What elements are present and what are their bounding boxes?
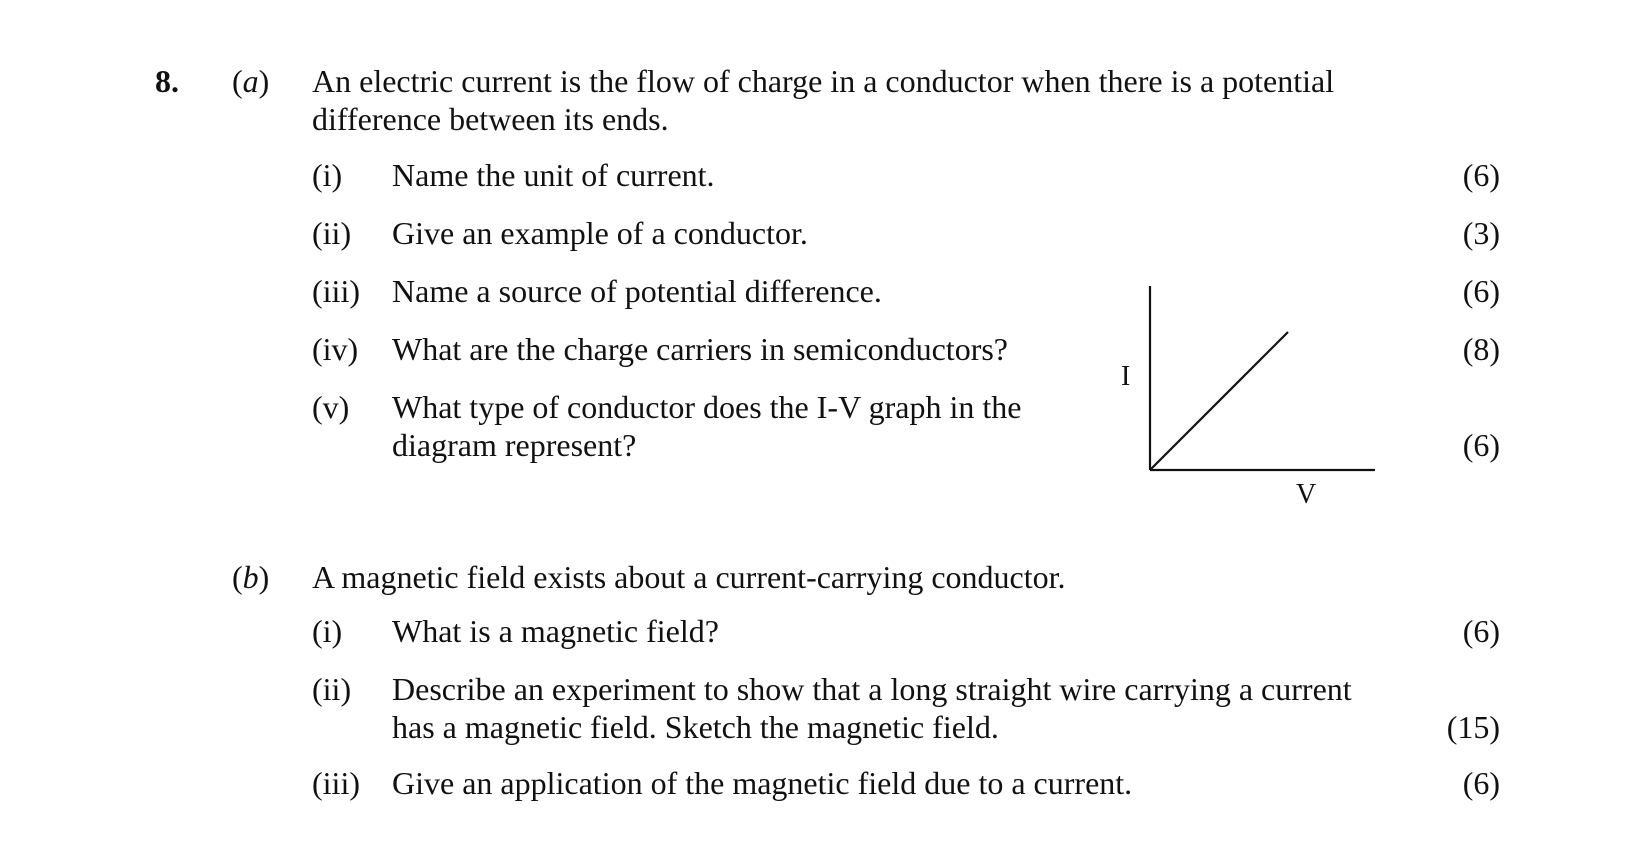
x-axis-label: V [1296, 479, 1317, 510]
item-marks: (6) [1462, 273, 1500, 309]
roman-numeral: (iii) [312, 765, 360, 801]
item-marks: (3) [1462, 215, 1500, 251]
item-text-line1: What type of conductor does the I-V graph in the [392, 389, 1022, 425]
y-axis-label: I [1121, 361, 1131, 392]
item-text-line2: diagram represent? [392, 427, 637, 463]
item-text: Give an application of the magnetic field due to a current. [392, 765, 1133, 801]
roman-numeral: (iii) [312, 273, 360, 309]
item-marks: (6) [1462, 427, 1500, 463]
roman-numeral: (ii) [312, 215, 352, 251]
item-text: Give an example of a conductor. [392, 215, 808, 251]
item-text: Name the unit of current. [392, 157, 715, 193]
item-marks: (8) [1462, 331, 1500, 367]
item-text: What is a magnetic field? [392, 613, 719, 649]
item-marks: (6) [1462, 613, 1500, 649]
item-text-line1: Describe an experiment to show that a long straight wire carrying a current [392, 671, 1352, 707]
item-marks: (6) [1462, 157, 1500, 193]
part-a-stem-line2: difference between its ends. [312, 101, 669, 137]
roman-numeral: (i) [312, 613, 343, 649]
item-marks: (6) [1462, 765, 1500, 801]
item-text-line2: has a magnetic field. Sketch the magnetic field. [392, 709, 999, 745]
item-text: What are the charge carriers in semiconductors? [392, 331, 1008, 367]
part-a-label: (a) [232, 63, 270, 99]
item-marks: (15) [1446, 709, 1500, 745]
iv-line [1150, 332, 1288, 470]
item-text: Name a source of potential difference. [392, 273, 882, 309]
roman-numeral: (iv) [312, 331, 359, 367]
part-b-stem: A magnetic field exists about a current-carrying conductor. [312, 559, 1066, 595]
iv-graph-svg [1100, 270, 1390, 480]
roman-numeral: (v) [312, 389, 350, 425]
roman-numeral: (i) [312, 157, 343, 193]
question-number: 8. [155, 63, 179, 99]
part-a-stem-line1: An electric current is the flow of charge in a conductor when there is a potential [312, 63, 1335, 99]
roman-numeral: (ii) [312, 671, 352, 707]
part-b-label: (b) [232, 559, 270, 595]
